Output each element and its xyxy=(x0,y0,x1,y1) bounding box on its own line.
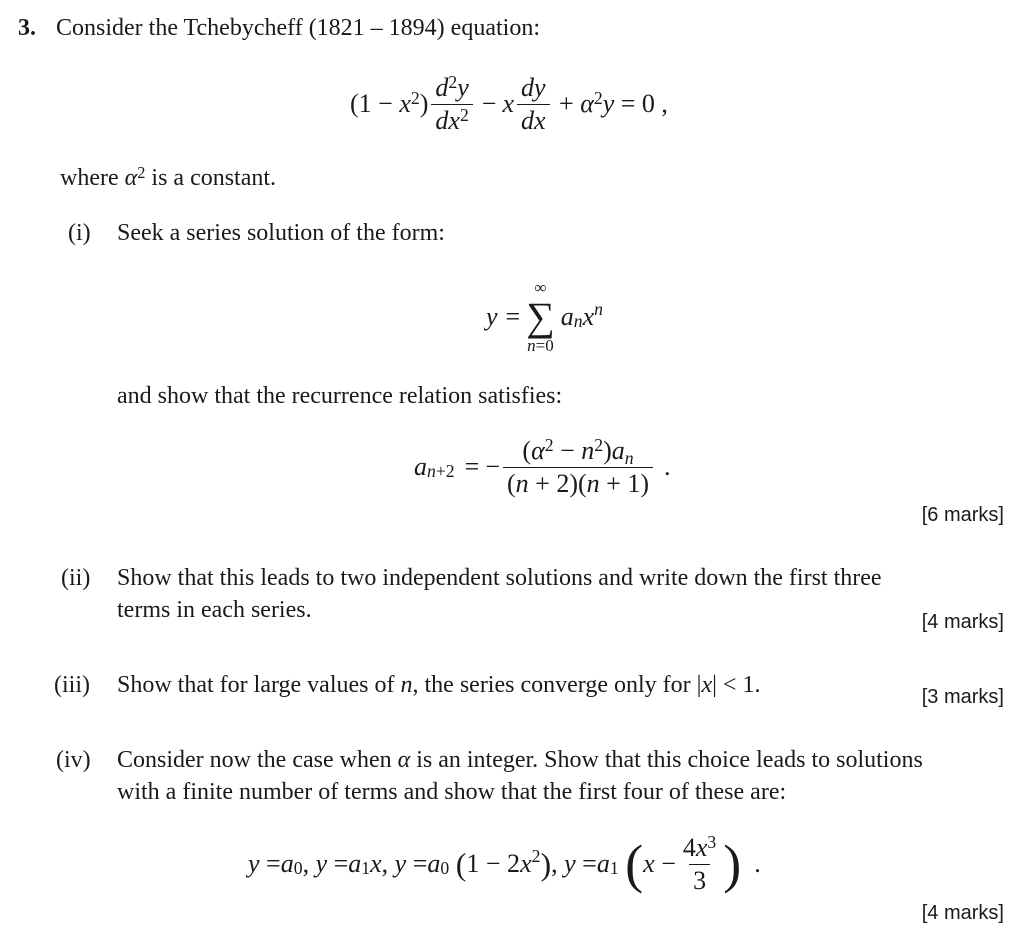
finite-solutions-equation: y = a $_0$ , y = a $_1$ x , y = a $_0$ ( 1 − 2 x $^2$ ) , y = a $_1$ ( x − $\frac{4x^3}{3}$ ) . xyxy=(248,832,761,895)
part-i-label: (i) xyxy=(68,220,91,246)
question-number: 3. xyxy=(18,15,36,41)
part-iii-text: Show that for large values of n, the series converge only for |x| < 1. xyxy=(117,672,761,698)
question-intro: Consider the Tchebycheff (1821 – 1894) equation: xyxy=(56,15,540,41)
part-ii-line1: Show that this leads to two independent solutions and write down the first three xyxy=(117,565,882,591)
part-iii-label: (iii) xyxy=(54,672,90,698)
part-i-marks: [6 marks] xyxy=(921,504,1004,526)
part-iv-marks: [4 marks] xyxy=(921,902,1004,924)
tchebycheff-equation: $(1 - x^2)$ $\frac{d^2y}{dx^2}$ − x $\frac{dy}{dx}$ + $\alpha^2y = 0$ , xyxy=(350,72,668,135)
part-iii-marks: [3 marks] xyxy=(921,686,1004,708)
recurrence-relation-equation: a $_{n +2}$ = − $\frac{(\alpha^2 - n^2)a_n}{(n + 2)(n + 1)}$ . xyxy=(414,435,671,498)
part-ii-label: (ii) xyxy=(61,565,91,591)
part-ii-line2: terms in each series. xyxy=(117,597,312,623)
part-iv-label: (iv) xyxy=(56,747,91,773)
part-iv-line2: with a finite number of terms and show that the first four of these are: xyxy=(117,779,787,805)
series-form-equation: y = ∞ ∑ n=0 a $_n$ x $^n$ xyxy=(486,278,603,355)
part-iv-line1: Consider now the case when α is an integer. Show that this choice leads to solutions xyxy=(117,747,923,773)
where-clause: where $\alpha^2$ is a constant. xyxy=(60,162,277,191)
part-i-text: Seek a series solution of the form: xyxy=(117,220,445,246)
part-ii-marks: [4 marks] xyxy=(921,611,1004,633)
part-i-text2: and show that the recurrence relation satisfies: xyxy=(117,383,563,409)
question-header xyxy=(18,14,540,42)
